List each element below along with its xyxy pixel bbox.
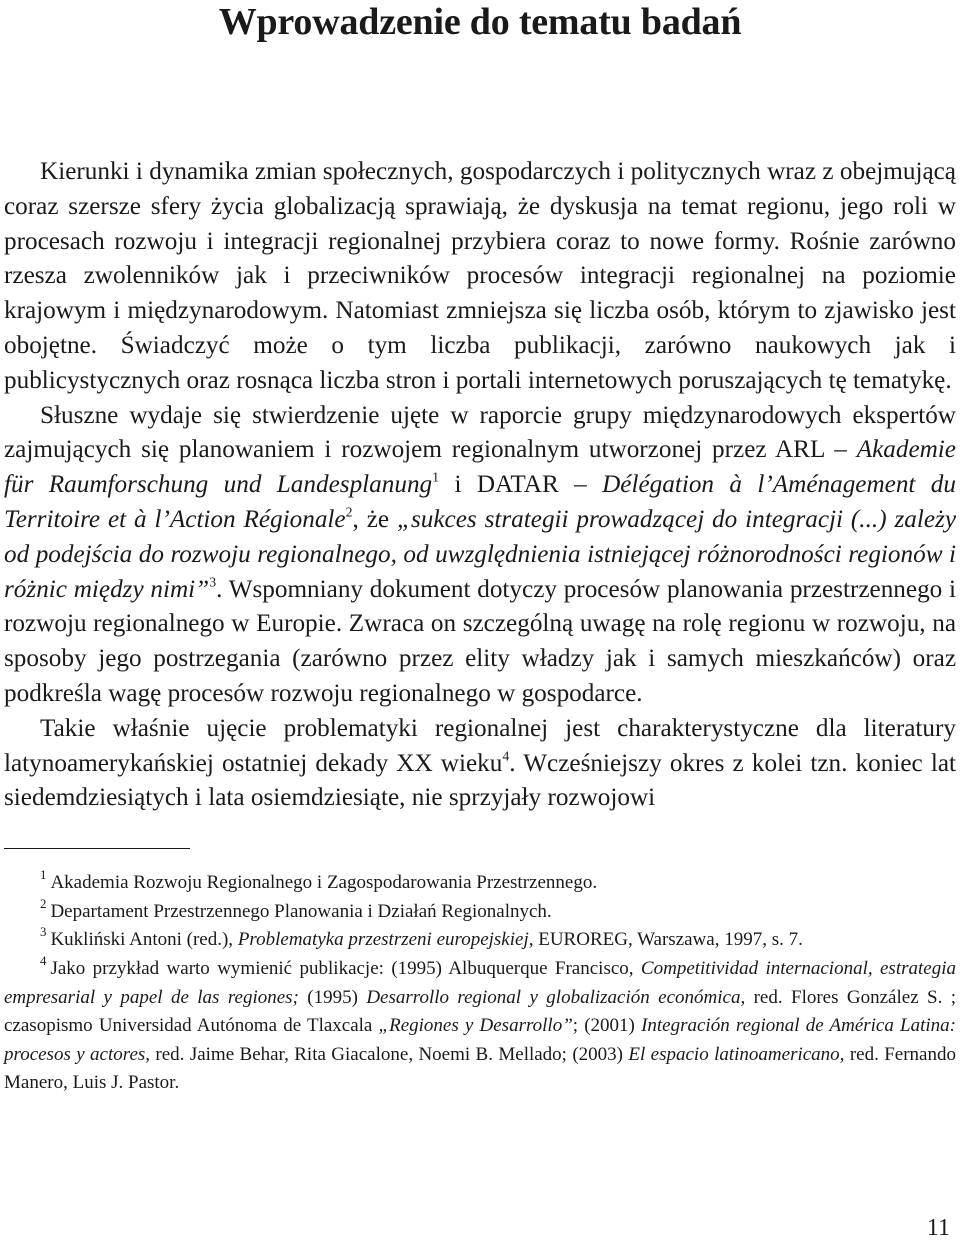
paragraph-1: Kierunki i dynamika zmian społecznych, gospodarczych i politycznych wraz z obejmującą coraz szersze sfery życia globalizacją sprawiają, że dyskusja na temat regionu, jego roli w procesach rozwoju i integracji regionalnej przybiera coraz to nowe formy. Rośnie zarówno rzesza zwolenników jak i przeciwników procesów integracji regionalnej na poziomie krajowym i międzynarodowym. Natomiast zmniejsza się liczba osób, którym to zjawisko jest obojętne. Świadczyć może o tym liczba publikacji, zarówno naukowych jak i publicystycznych oraz rosnąca liczba stron i portali internetowych poruszających tę tematykę. <box>4 158 956 394</box>
footnote-4-text-2: (1995) <box>298 986 367 1008</box>
footnote-4-title-4: Integración regional de América Latina: procesos y actores, <box>4 1015 956 1065</box>
footnote-ref-4[interactable]: 4 <box>502 748 510 764</box>
paragraph-2-quote: „sukces strategii prowadzącej do integracji (...) zależy od podejścia do rozwoju regionalnego, od uwzględnienia istniejącej różnorodności regionów i różnic między nimi” <box>4 505 957 603</box>
footnote-3-title: Problematyka przestrzeni europejskiej, <box>237 929 534 951</box>
footnotes <box>4 869 956 1098</box>
footnote-divider <box>4 848 190 849</box>
paragraph-2-arl-name: Akademie für Raumforschung und Landesplanung <box>4 436 956 499</box>
page-title: Wprowadzenie do tematu badań <box>218 1 742 43</box>
paragraph-2-text-3: , że <box>352 505 397 533</box>
footnote-4-title-2: Desarrollo regional y globalización económica, <box>366 986 746 1008</box>
footnote-4-number: 4 <box>40 952 47 968</box>
footnote-4-title-5: El espacio latinoamericano, <box>628 1043 845 1065</box>
footnote-4-text-3: red. Flores González S. ; czasopismo Universidad Autónoma de Tlaxcala <box>4 986 956 1037</box>
footnote-1-number: 1 <box>40 867 47 883</box>
footnote-2 <box>4 895 956 927</box>
footnote-3 <box>4 926 956 955</box>
footnote-3-author: Kukliński Antoni (red.), <box>50 929 238 951</box>
footnote-1-text: Akademia Rozwoju Regionalnego i Zagospodarowania Przestrzennego. <box>50 872 598 894</box>
footnote-4-text-5: red. Jaime Behar, Rita Giacalone, Noemi B. Mellado; (2003) <box>150 1043 629 1065</box>
paragraph-2-text-2: i DATAR – <box>439 471 603 499</box>
footnote-3-publisher: EUROREG, Warszawa, 1997, s. 7. <box>533 929 803 951</box>
paragraph-2-text-4: . Wspomniany dokument dotyczy procesów planowania przestrzennego i rozwoju regionalnego w Europie. Zwraca on szczególną uwagę na rolę regionu w rozwoju, na sposoby jego postrzegania (zarówno przez elity władzy jak i samych mieszkańców) oraz podkreśla wagę procesów rozwoju regionalnego w gospodarce. <box>4 575 956 707</box>
paragraph-2-text-1: Słuszne wydaje się stwierdzenie ujęte w raporcie grupy międzynarodowych ekspertów zajmujących się planowaniem i rozwojem regionalnym utworzonej przez ARL – <box>4 401 956 464</box>
footnote-4 <box>4 952 956 1098</box>
footnote-1 <box>4 869 956 898</box>
footnote-3-number: 3 <box>40 924 47 940</box>
footnote-ref-3[interactable]: 3 <box>209 574 217 590</box>
footnote-2-number: 2 <box>40 895 47 911</box>
footnote-4-text-6: red. Fernando Manero, Luis J. Pastor. <box>4 1043 956 1094</box>
paragraph-2 <box>4 399 956 712</box>
footnote-4-title-3: „Regiones y Desarrollo” <box>378 1015 573 1037</box>
document-page <box>4 0 956 1098</box>
paragraph-3-text-2: . Wcześniejszy okres z kolei tzn. koniec lat siedemdziesiątych i lata osiemdziesiąte, nie sprzyjały rozwojowi <box>4 749 956 812</box>
footnote-4-title-1: Competitividad internacional, estrategia empresarial y papel de las regiones; <box>4 957 956 1008</box>
footnote-4-text-4: ; (2001) <box>572 1015 642 1037</box>
paragraph-3 <box>4 712 956 816</box>
page-number: 11 <box>926 1215 950 1241</box>
paragraph-3-text-1: Takie właśnie ujęcie problematyki regionalnej jest charakterystyczne dla literatury latynoamerykańskiej ostatniej dekady XX wieku <box>4 714 956 777</box>
paragraph-2-datar-name: Délégation à l’Aménagement du Territoire et à l’Action Régionale <box>4 471 956 533</box>
footnote-ref-1[interactable]: 1 <box>432 469 440 485</box>
footnote-2-text: Departament Przestrzennego Planowania i Działań Regionalnych. <box>50 900 552 922</box>
footnote-ref-2[interactable]: 2 <box>345 504 353 520</box>
footnote-4-text-1: Jako przykład warto wymienić publikacje: (1995) Albuquerque Francisco, <box>50 957 641 979</box>
body-text <box>4 155 956 816</box>
